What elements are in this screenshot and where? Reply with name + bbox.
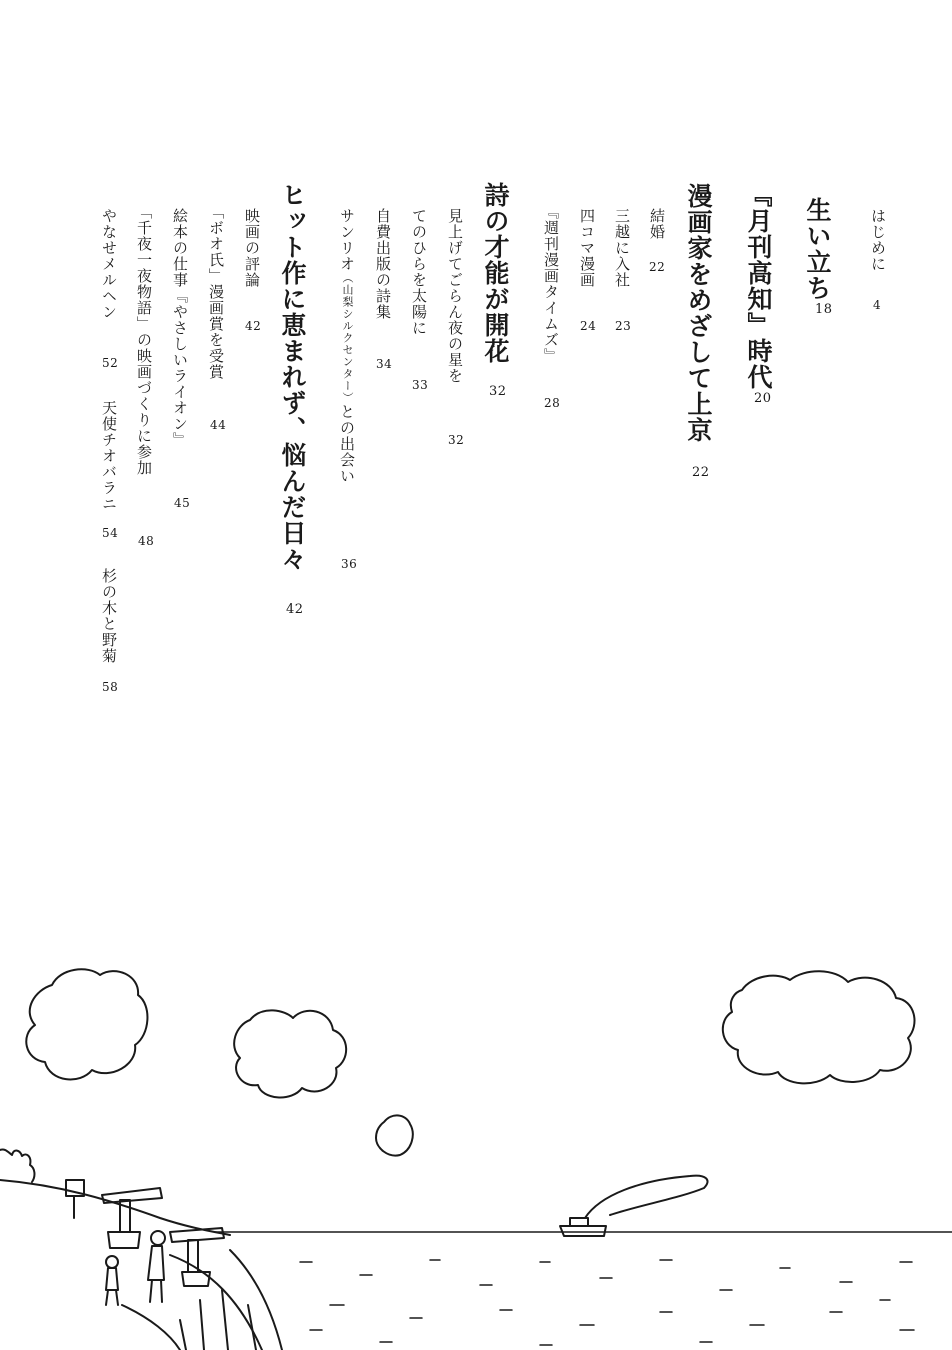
toc-item-manga-times-page: 28 — [544, 396, 561, 410]
toc-item-yonkoma: 四コマ漫画 — [578, 208, 596, 288]
toc-item-yonkoma-page: 24 — [580, 319, 597, 333]
toc-ch3-title: 漫画家をめざして上京 — [684, 183, 713, 443]
toc-item-shishu: 自費出版の詩集 — [374, 208, 392, 320]
toc-ch5-page: 42 — [286, 602, 304, 617]
toc-item-miagete-page: 32 — [448, 433, 465, 447]
toc-item-sanrio-note: （山梨シルクセンター） — [341, 272, 354, 404]
toc-item-yasashii-lion: 絵本の仕事『やさしいライオン』 — [171, 208, 189, 448]
toc-ch1-title: 生い立ち — [803, 197, 832, 301]
toc-item-miagete: 見上げてごらん夜の星を — [446, 208, 464, 384]
toc-intro-title: はじめに — [869, 208, 887, 272]
toc-intro-page: 4 — [873, 298, 882, 312]
toc-ch2-title: 『月刊高知』時代 — [744, 182, 773, 390]
figure-adult — [151, 1231, 165, 1245]
toc-ch3-page: 22 — [692, 465, 710, 480]
ship-smoke — [585, 1176, 708, 1218]
cloud-right — [723, 971, 915, 1083]
cloud-small — [376, 1115, 413, 1155]
toc-item-senya-ichiya-page: 48 — [138, 534, 155, 548]
toc-item-tenshi-page: 54 — [102, 526, 119, 540]
toc-item-booshi: 「ボオ氏」漫画賞を受賞 — [207, 204, 225, 380]
bush — [0, 1149, 34, 1182]
toc-ch1-page: 18 — [815, 302, 833, 317]
ship — [560, 1226, 606, 1236]
toc-ch5-title: ヒット作に恵まれず、悩んだ日々 — [278, 182, 307, 572]
toc-item-shishu-page: 34 — [376, 357, 393, 371]
toc-item-sugi: 杉の木と野菊 — [100, 568, 118, 664]
toc-item-sanrio-post: との出会い — [338, 404, 356, 484]
toc-item-tenohira: てのひらを太陽に — [410, 208, 428, 336]
toc-item-kekkon-page: 22 — [649, 260, 666, 274]
toc-item-sanrio-pre: サンリオ — [338, 208, 356, 272]
toc-item-sanrio-page: 36 — [341, 557, 358, 571]
cloud-left — [26, 969, 147, 1079]
toc-ch2-page: 20 — [754, 391, 772, 406]
toc-item-manga-times: 『週刊漫画タイムズ』 — [542, 204, 560, 364]
toc-item-mitsukoshi-page: 23 — [615, 319, 632, 333]
toc-item-kekkon: 結婚 — [648, 208, 666, 240]
cloud-middle — [234, 1010, 346, 1097]
toc-item-tenshi: 天使チオバラニ — [100, 400, 118, 512]
toc-item-eiga-hyoron: 映画の評論 — [243, 208, 261, 288]
water-ripples — [300, 1260, 914, 1345]
toc-ch4-title: 詩の才能が開花 — [481, 182, 510, 364]
figure-child — [106, 1256, 118, 1268]
toc-item-senya-ichiya: 「千夜一夜物語」の映画づくりに参加 — [135, 204, 153, 476]
toc-item-yanase-marchen: やなせメルヘン — [100, 208, 118, 320]
toc-item-booshi-page: 44 — [210, 418, 227, 432]
toc-item-sugi-page: 58 — [102, 680, 119, 694]
toc-item-yanase-marchen-page: 52 — [102, 356, 119, 370]
hillside — [0, 1180, 230, 1235]
toc-item-yasashii-lion-page: 45 — [174, 496, 191, 510]
toc-item-tenohira-page: 33 — [412, 378, 429, 392]
toc-item-eiga-hyoron-page: 42 — [245, 319, 262, 333]
toc-item-mitsukoshi: 三越に入社 — [613, 208, 631, 288]
toc-ch4-page: 32 — [489, 384, 507, 399]
